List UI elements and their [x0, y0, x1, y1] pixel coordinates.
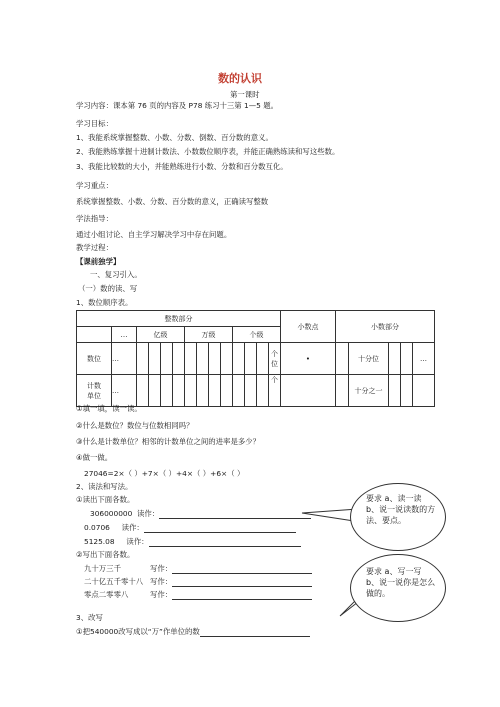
cell — [173, 343, 185, 375]
cell — [149, 343, 161, 375]
answer-line[interactable] — [159, 510, 311, 519]
rewrite-item: ①把540000改写成以“万”作单位的数 — [76, 627, 310, 637]
ellipsis-cell: … — [112, 343, 137, 375]
lesson-label: 第一课时 — [230, 90, 260, 99]
equation: 27046=2×（ ）+7×（ ）+4×（ ）+6×（ ） — [84, 469, 245, 478]
answer-line[interactable] — [172, 578, 312, 587]
cell — [233, 343, 245, 375]
answer-line[interactable] — [144, 524, 296, 533]
read-item: 5125.08 读作： — [84, 537, 301, 547]
cell — [281, 375, 336, 407]
cell — [197, 343, 209, 375]
cell — [257, 375, 269, 407]
review-heading: 一、复习引入。 — [90, 270, 142, 279]
answer-line[interactable] — [200, 628, 310, 637]
page-title: 数的认识 — [218, 72, 262, 85]
prestudy-heading: 【课前独学】 — [76, 257, 121, 266]
cell — [173, 375, 185, 407]
tenth-place-cell: 十分位 — [349, 343, 389, 375]
dec-part-header: 小数部分 — [336, 311, 435, 343]
tenth-unit-cell: 十分之一 — [349, 375, 389, 407]
write-item: 九十万三千 写作： — [84, 564, 312, 574]
cell — [389, 375, 401, 407]
cell — [336, 375, 349, 407]
subsection-read-write: （一）数的读、写 — [78, 284, 138, 293]
key-text: 系统掌握整数、小数、分数、百分数的意义，正确读写整数 — [76, 197, 269, 206]
cell — [401, 343, 413, 375]
question-4: ④做一做。 — [76, 453, 113, 462]
cell — [137, 343, 149, 375]
method-heading: 学法指导： — [76, 214, 113, 223]
bubble-write-text: 要求 a、写一写 b、说一说你是怎么做的。 — [366, 567, 436, 598]
answer-line[interactable] — [172, 591, 312, 600]
cell — [336, 343, 349, 375]
ge-place-cell: 个 位 — [269, 343, 281, 375]
cell — [245, 375, 257, 407]
decimal-dot-cell: • — [281, 343, 336, 375]
cell — [185, 375, 197, 407]
ellipsis-cell: … — [112, 375, 137, 407]
write-heading: ②写出下面各数。 — [76, 550, 135, 559]
ge-level-header: 个级 — [233, 327, 281, 343]
write-item: 零点二零零八 写作： — [84, 590, 312, 600]
section-rewrite: 3、改写 — [76, 613, 103, 622]
process-heading: 教学过程： — [76, 243, 113, 252]
question-1: ①填一填，读一读。 — [76, 404, 142, 413]
content-line: 学习内容：课本第 76 页的内容及 P78 练习十三第 1—5 题。 — [76, 101, 278, 110]
read-item: 306000000 读作： — [90, 509, 311, 519]
ellipsis-cell: … — [413, 343, 435, 375]
cell — [185, 343, 197, 375]
method-text: 通过小组讨论、自主学习解决学习中存在问题。 — [76, 230, 232, 239]
cell — [197, 375, 209, 407]
cell — [161, 375, 173, 407]
key-heading: 学习重点： — [76, 181, 113, 190]
answer-line[interactable] — [172, 565, 312, 574]
cell — [137, 375, 149, 407]
question-2: ②什么是数位？数位与位数相同吗？ — [76, 421, 194, 430]
cell — [401, 375, 413, 407]
cell — [221, 343, 233, 375]
cell — [209, 375, 221, 407]
goal-item: 2、我能熟练掌握十进制计数法、小数数位顺序表，并能正确熟练读和写这些数。 — [76, 147, 340, 156]
ge-unit-cell: 个 — [269, 375, 281, 407]
cell — [149, 375, 161, 407]
goal-item: 1、我能系统掌握整数、小数、分数、倒数、百分数的意义。 — [76, 133, 273, 142]
decimal-point-header: 小数点 — [281, 311, 336, 343]
row-label-digit: 数位 — [77, 343, 112, 375]
place-value-table — [76, 310, 435, 407]
cell — [413, 375, 435, 407]
cell — [209, 343, 221, 375]
yi-level-header: 亿级 — [137, 327, 185, 343]
goals-heading: 学习目标： — [76, 119, 113, 128]
cell — [257, 343, 269, 375]
cell — [389, 343, 401, 375]
cell — [161, 343, 173, 375]
question-3: ③什么是计数单位？相邻的计数单位之间的进率是多少？ — [76, 437, 261, 446]
ellipsis-cell: … — [112, 327, 137, 343]
bubble-read-text: 要求 a、读一读 b、说一说读数的方法、要点。 — [366, 494, 436, 525]
cell — [245, 343, 257, 375]
place-value-heading: 1、数位顺序表。 — [76, 298, 133, 307]
int-part-header: 整数部分 — [77, 311, 281, 327]
blank-cell — [77, 327, 112, 343]
read-item: 0.0706 读作： — [84, 523, 296, 533]
answer-line[interactable] — [149, 538, 301, 547]
cell — [221, 375, 233, 407]
wan-level-header: 万级 — [185, 327, 233, 343]
read-heading: ①读出下面各数。 — [76, 495, 135, 504]
goal-item: 3、我能比较数的大小，并能熟练进行小数、分数和百分数互化。 — [76, 162, 288, 171]
section-read-write: 2、读法和写法。 — [76, 482, 133, 491]
write-item: 二十亿五千零十八 写作： — [84, 577, 312, 587]
cell — [233, 375, 245, 407]
row-label-unit: 计数 单位 — [77, 375, 112, 407]
